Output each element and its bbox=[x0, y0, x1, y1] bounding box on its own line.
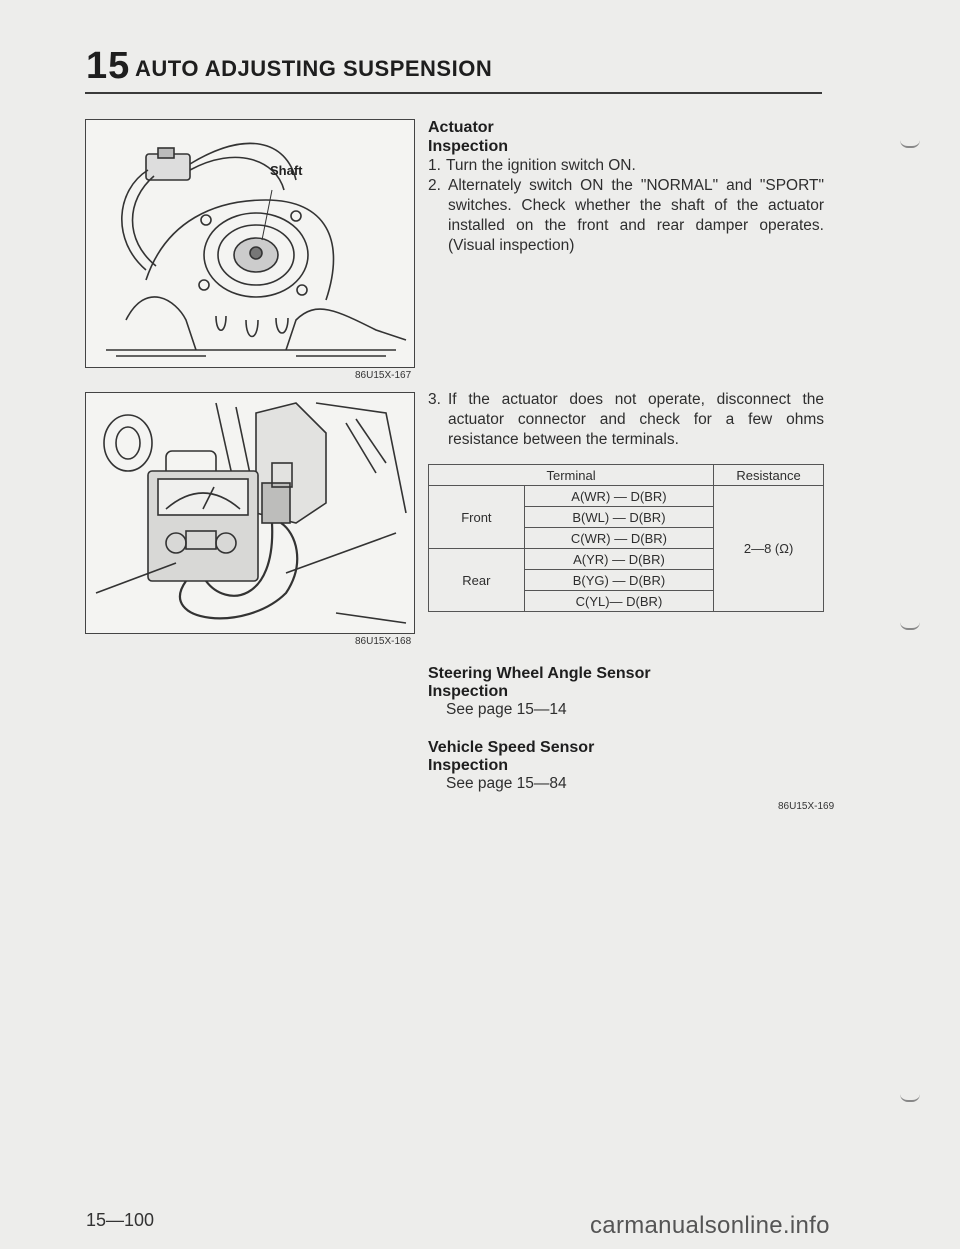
speed-page-ref: See page 15—84 bbox=[446, 775, 567, 792]
actuator-illustration bbox=[86, 120, 414, 367]
margin-mark bbox=[900, 1094, 920, 1102]
terminal-cell: A(YR) — D(BR) bbox=[524, 549, 713, 570]
header-divider bbox=[85, 92, 822, 94]
steering-inspection-subtitle: Inspection bbox=[428, 683, 509, 700]
step-2 bbox=[428, 176, 824, 256]
step-3-number: 3. bbox=[428, 391, 441, 408]
resistance-table bbox=[428, 464, 824, 612]
front-group-label: Front bbox=[429, 486, 525, 549]
margin-mark bbox=[900, 140, 920, 148]
terminal-cell: B(WL) — D(BR) bbox=[524, 507, 713, 528]
actuator-figure bbox=[85, 119, 415, 368]
terminal-cell: C(WR) — D(BR) bbox=[524, 528, 713, 549]
step-1 bbox=[428, 156, 824, 176]
step-1-text: Turn the ignition switch ON. bbox=[446, 157, 636, 174]
terminal-cell: B(YG) — D(BR) bbox=[524, 570, 713, 591]
terminal-header: Terminal bbox=[429, 465, 714, 486]
figure-code-167: 86U15X-167 bbox=[355, 370, 412, 381]
shaft-callout: Shaft bbox=[270, 163, 303, 178]
section-number: 15 bbox=[86, 45, 131, 87]
rear-group-label: Rear bbox=[429, 549, 525, 612]
step-3 bbox=[428, 390, 824, 450]
table-header-row bbox=[429, 465, 824, 486]
multimeter-illustration bbox=[86, 393, 414, 633]
resistance-value: 2—8 (Ω) bbox=[714, 486, 824, 612]
margin-mark bbox=[900, 622, 920, 630]
step-1-number: 1. bbox=[428, 157, 441, 174]
resistance-header: Resistance bbox=[714, 465, 824, 486]
speed-sensor-title: Vehicle Speed Sensor bbox=[428, 739, 595, 756]
table-row bbox=[429, 486, 824, 507]
speed-inspection-subtitle: Inspection bbox=[428, 757, 509, 774]
figure-code-168: 86U15X-168 bbox=[355, 636, 412, 647]
site-watermark: carmanualsonline.info bbox=[590, 1212, 830, 1239]
step-2-number: 2. bbox=[428, 177, 441, 194]
actuator-inspection-subtitle: Inspection bbox=[428, 138, 509, 155]
steering-sensor-title: Steering Wheel Angle Sensor bbox=[428, 665, 651, 682]
steering-page-ref: See page 15—14 bbox=[446, 701, 567, 718]
terminal-cell: C(YL)— D(BR) bbox=[524, 591, 713, 612]
step-2-text: Alternately switch ON the "NORMAL" and "SPORT" switches. Check whether the shaft of the actuator installed on the front and rear damper operates. (Visual inspection) bbox=[448, 177, 824, 254]
page-number: 15—100 bbox=[86, 1210, 155, 1230]
table-code-169: 86U15X-169 bbox=[778, 801, 835, 812]
actuator-title: Actuator bbox=[428, 119, 494, 136]
step-3-text: If the actuator does not operate, disconnect the actuator connector and check for a few ohms resistance between the terminals. bbox=[448, 391, 824, 448]
terminal-cell: A(WR) — D(BR) bbox=[524, 486, 713, 507]
section-title: AUTO ADJUSTING SUSPENSION bbox=[135, 56, 493, 81]
multimeter-figure bbox=[85, 392, 415, 634]
